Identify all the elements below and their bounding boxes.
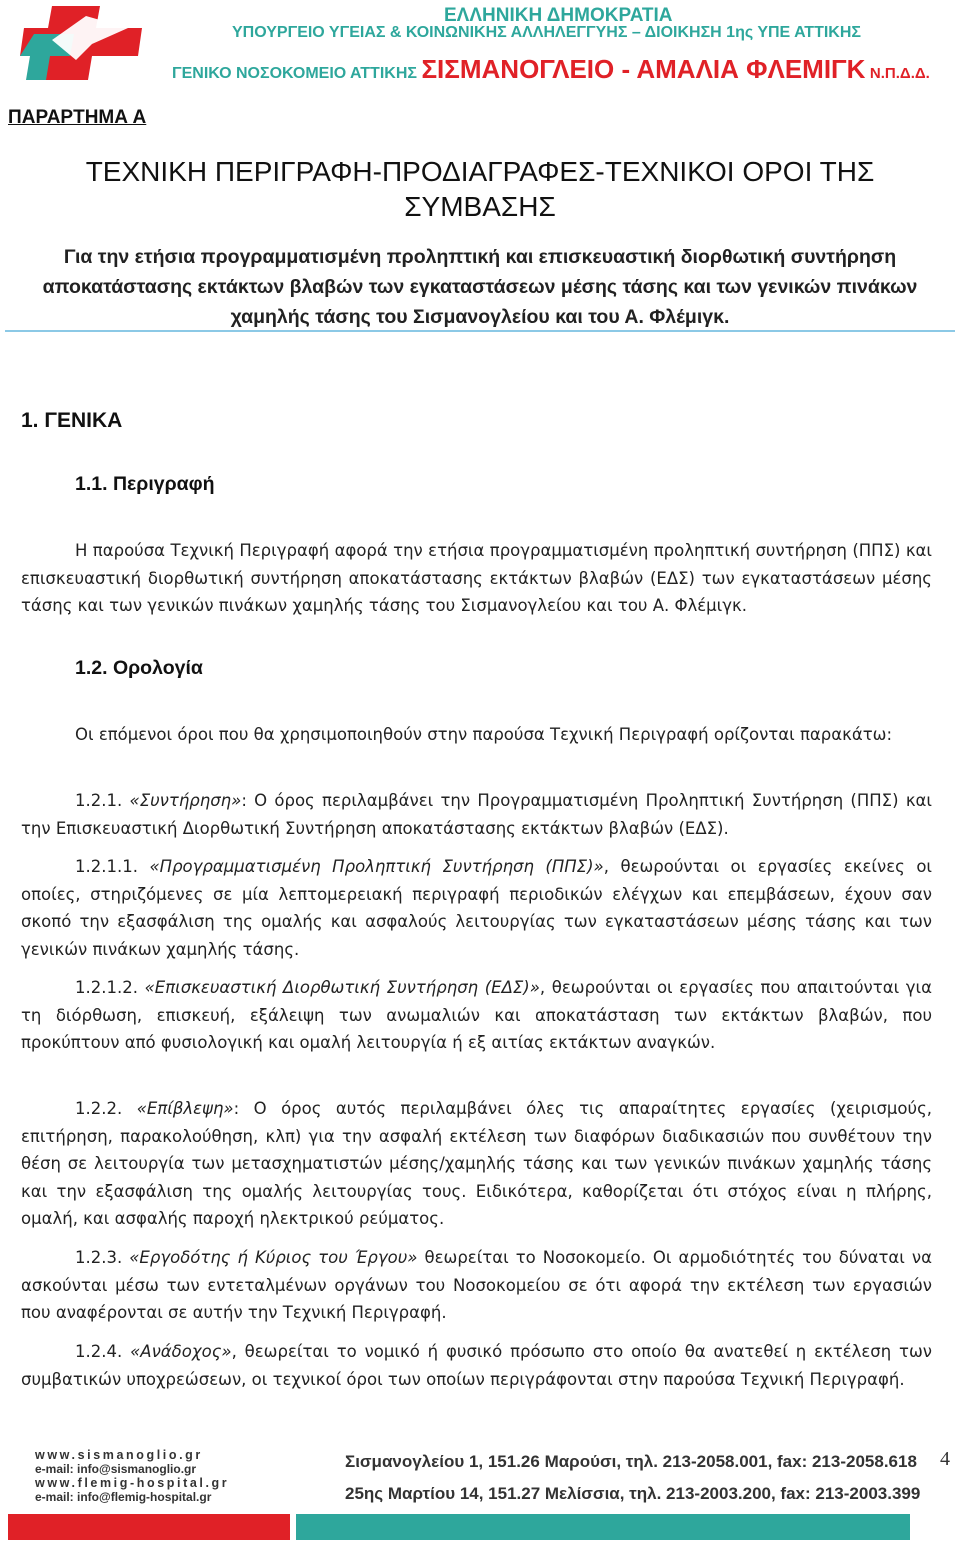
definition-number: 1.2.1.2. <box>75 978 138 997</box>
definition-term: «Ανάδοχος» <box>130 1342 232 1361</box>
footer-bar-teal <box>296 1514 910 1540</box>
definition-employer <box>21 1244 932 1327</box>
header-hospital-prefix: ΓΕΝΙΚΟ ΝΟΣΟΚΟΜΕΙΟ ΑΤΤΙΚΗΣ <box>172 65 417 82</box>
definition-corrective-maintenance <box>21 974 932 1057</box>
definition-text: θεωρείται το Νοσοκομείο. Οι αρμοδιότητές του δύναται να ασκούνται μέσω των εντεταλμένων οργάνων του Νοσοκομείου σε ότι αφορά την εκτέλεση των εργασιών που αναφέρονται σε αυτήν την Τεχνική Περιγραφή. <box>21 1248 932 1322</box>
annex-label: ΠΑΡΑΡΤΗΜΑ Α <box>8 107 147 128</box>
definition-text: : Ο όρος αυτός περιλαμβάνει όλες τις απαραίτητες εργασίες (χειρισμούς, επιτήρηση, παρακολούθηση, κλπ) για την ασφαλή εκτέλεση των διαφόρων διαδικασιών που συνθέτουν την θέση σε λειτουργία των μετασχηματιστών μέσης/χαμηλής τάσης και των γενικών πινάκων χαμηλής τάσης και την εξασφάλιση της ομαλής λειτουργίας τους. Ειδικότερα, καθορίζεται ότι στόχος είναι η πλήρης, ομαλή, και ασφαλής παροχή ηλεκτρικού ρεύματος. <box>21 1099 932 1228</box>
definition-number: 1.2.1.1. <box>75 857 138 876</box>
page-number: 4 <box>940 1448 950 1470</box>
definition-term: «Προγραμματισμένη Προληπτική Συντήρηση (ΠΠΣ)» <box>149 857 604 876</box>
footer-address-flemig: 25ης Μαρτίου 14, 151.27 Μελίσσια, τηλ. 213-2003.200, fax: 213-2003.399 <box>345 1484 921 1503</box>
header-republic: ΕΛΛΗΝΙΚΗ ΔΗΜΟΚΡΑΤΙΑ <box>444 5 673 26</box>
document-subtitle: Για την ετήσια προγραμματισμένη προληπτική και επισκευαστική διορθωτική συντήρηση αποκατάστασης εκτάκτων βλαβών των εγκαταστάσεων μέσης τάσης και των γενικών πινάκων χαμηλής τάσης του Σισμανογλείου και του Α. Φλέμιγκ. <box>42 246 918 328</box>
definition-number: 1.2.4. <box>75 1342 123 1361</box>
hospital-cross-logo-icon <box>16 4 144 82</box>
definition-supervision <box>21 1095 932 1233</box>
definition-text: , θεωρούνται οι εργασίες που απαιτούνται για τη διόρθωση, επισκευή, εξάλειψη των ανωμαλιών και αποκατάσταση των εκτάκτων βλαβών, που προκύπτουν από φυσιολογική και ομαλή λειτουργία ή εξ αιτίας εκτάκτων αναγκών. <box>21 978 932 1052</box>
header-ministry: ΥΠΟΥΡΓΕΙΟ ΥΓΕΙΑΣ & ΚΟΙΝΩΝΙΚΗΣ ΑΛΛΗΛΕΓΓΥΗΣ – ΔΙΟΙΚΗΣΗ 1ης ΥΠΕ ΑΤΤΙΚΗΣ <box>232 24 861 41</box>
paragraph-terminology-text: Οι επόμενοι όροι που θα χρησιμοποιηθούν στην παρούσα Τεχνική Περιγραφή ορίζονται παρακάτω: <box>75 725 893 744</box>
definition-number: 1.2.1. <box>75 791 123 810</box>
section-heading-description: 1.1. Περιγραφή <box>75 473 215 495</box>
definition-preventive-maintenance <box>21 853 932 963</box>
definition-text: : Ο όρος περιλαμβάνει την Προγραμματισμένη Προληπτική Συντήρηση (ΠΠΣ) και την Επισκευαστική Διορθωτική Συντήρηση αποκατάστασης εκτάκτων βλαβών (ΕΔΣ). <box>21 791 933 838</box>
paragraph-description-text: Η παρούσα Τεχνική Περιγραφή αφορά την ετήσια προγραμματισμένη προληπτική συντήρηση (ΠΠΣ) και επισκευαστική διορθωτική συντήρηση αποκατάστασης εκτάκτων βλαβών (ΕΔΣ) των εγκαταστάσεων μέσης τάσης και των γενικών πινάκων χαμηλής τάσης του Σισμανογλείου και του Α. Φλέμιγκ. <box>21 541 932 615</box>
footer-contacts <box>35 1448 229 1504</box>
document-title: ΤΕΧΝΙΚΗ ΠΕΡΙΓΡΑΦΗ-ΠΡΟΔΙΑΓΡΑΦΕΣ-ΤΕΧΝΙΚΟΙ ΟΡΟΙ ΤΗΣ ΣΥΜΒΑΣΗΣ <box>85 156 875 222</box>
title-divider <box>5 330 955 332</box>
header-hospital-name: ΣΙΣΜΑΝΟΓΛΕΙΟ - ΑΜΑΛΙΑ ΦΛΕΜΙΓΚ <box>421 54 866 84</box>
header-hospital-suffix: Ν.Π.Δ.Δ. <box>869 65 930 82</box>
header-hospital <box>172 54 930 85</box>
footer-email-flemig: e-mail: info@flemig-hospital.gr <box>35 1490 212 1504</box>
footer-website-sismanoglio: www.sismanoglio.gr <box>35 1448 203 1462</box>
definition-term: «Εργοδότης ή Κύριος του Έργου» <box>129 1248 418 1267</box>
section-heading-terminology: 1.2. Ορολογία <box>75 657 203 679</box>
paragraph-description <box>21 537 932 620</box>
definition-number: 1.2.2. <box>75 1099 123 1118</box>
footer-website-flemig: www.flemig-hospital.gr <box>35 1476 230 1490</box>
definition-text: , θεωρούνται οι εργασίες εκείνες οι οποίες, στηριζόμενες σε μία λεπτομερειακή περιγραφή περιοδικών ελέγχων και επεμβάσεων, έχουν σαν σκοπό την εξασφάλιση της ομαλής και ασφαλούς λειτουργίας των εγκαταστάσεων μέσης τάσης και των γενικών πινάκων χαμηλής τάσης. <box>21 857 932 959</box>
footer-bar-red <box>8 1514 290 1540</box>
definition-number: 1.2.3. <box>75 1248 123 1267</box>
section-heading-general: 1. ΓΕΝΙΚΑ <box>21 409 123 432</box>
paragraph-terminology <box>21 721 932 749</box>
definition-term: «Επισκευαστική Διορθωτική Συντήρηση (ΕΔΣ)» <box>144 978 540 997</box>
definition-contractor <box>21 1338 932 1393</box>
footer-address-sismanoglio: Σισμανογλείου 1, 151.26 Μαρούσι, τηλ. 213-2058.001, fax: 213-2058.618 <box>345 1452 917 1471</box>
definition-text: , θεωρείται το νομικό ή φυσικό πρόσωπο στο οποίο θα ανατεθεί η εκτέλεση των συμβατικών υποχρεώσεων, οι τεχνικοί όροι των οποίων περιγράφονται στην παρούσα Τεχνική Περιγραφή. <box>21 1342 933 1389</box>
footer-email-sismanoglio: e-mail: info@sismanoglio.gr <box>35 1462 197 1476</box>
definition-maintenance <box>21 787 932 842</box>
definition-term: «Επίβλεψη» <box>136 1099 234 1118</box>
definition-term: «Συντήρηση» <box>129 791 242 810</box>
